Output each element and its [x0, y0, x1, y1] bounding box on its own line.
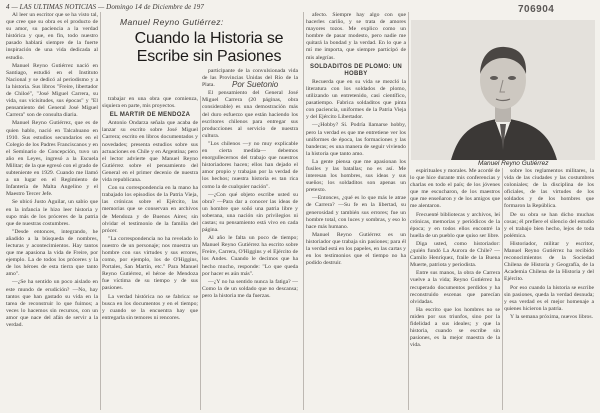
paragraph: Al año le falta un poco de tiempo; Manuel Reyno Gutiérrez ha escrito sobre Freire, Carrera, O'Higgins y el Ejército de los Andes. Cuando le decimos que ha hecho mucho, responde: "Lo que queda por hacer es aún más".	[202, 235, 298, 277]
paragraph: Y la semana próxima, nuevos libros.	[510, 313, 594, 320]
portrait-illustration	[411, 20, 595, 160]
paragraph: Se ubicó Justo Aguilar, un sabio que en la infancia le hizo leer historia y supo más de los próceres de la patria que de nuestras costumbres.	[6, 199, 98, 227]
photo-caption: Manuel Reyno Gutiérrez	[478, 160, 549, 167]
paragraph: —¿Con qué objeto escribe usted su obra? —Para dar a conocer las ideas de un hombre que soñó una patria libre y soberana, una nación sin privilegios ni castas; su pensamiento está vivo en cada página.	[202, 191, 298, 234]
paragraph: Por eso cuando la historia se escribe sin pasiones, queda la verdad desnuda; y esa verdad es el mejor homenaje a quienes hicieron la patria.	[504, 284, 594, 312]
paragraph: Manuel Reyno Gutiérrez, que es de quien hablo, nació en Talcahuano en 1910. Sus estudios secundarios en el Colegio de los Padres Franciscanos y en el Seminario de Concepción, tuvo un año en Leyes, ingresó a la Escuela Militar; de la que egresó con el grado de subteniente en 1929. Cuando me llamó a un lugar en el Regimiento de Infantería de Malta Angelino y el Maestro Tercer Jefe.	[6, 120, 98, 198]
section-subhead: SOLDADITOS DE PLOMO: UN HOBBY	[309, 63, 403, 77]
article-column-4	[306, 12, 406, 410]
article-title: Cuando la Historia se Escribe sin Pasiones	[134, 30, 284, 65]
author-portrait-photo	[411, 20, 595, 160]
article-column-6	[504, 168, 594, 410]
column-divider	[303, 12, 304, 410]
paragraph: "La correspondencia no ha revelado lo nuestro de un personaje; nos muestra un hombre con sus virtudes y sus errores, como, por ejemplo, los de O'Higgins, Portales, San Martín, etc." Para Manuel Reyno Gutiérrez, el héroe de Mendoza fue víctima de su tiempo y de sus pasiones.	[102, 235, 198, 292]
article-kicker: Manuel Reyno Gutiérrez:	[120, 17, 224, 27]
paragraph: Manuel Reyno Gutiérrez es un historiador que trabaja sin pasiones; para él la verdad está en los papeles, en las cartas y en los testimonios que el tiempo no ha podido destruir.	[306, 231, 406, 267]
article-byline: Por Suetonio	[232, 80, 279, 89]
article-column-2	[102, 96, 198, 410]
paragraph: "Los chilenos —y no muy explicable en cierta medida— debemos enorgullecernos del trabajo que nuestros historiadores hacen; ellos han dejado el amor propio y trabajan por la verdad de los hechos; nuestra historia es tan rica como la de cualquier nación".	[202, 140, 298, 190]
paragraph: Ha escrito que los hombres no se miden por sus triunfos, sino por la fidelidad a sus ideales; y que la historia, cuando se escribe sin pasiones, es la mejor maestra de la vida.	[410, 306, 500, 349]
article-column-1	[6, 12, 98, 410]
paragraph: —¿Y no ha sentido nunca la fatiga? —Como la de un soldado que no descansa; pero la historia me da fuerzas.	[202, 278, 298, 299]
paragraph: Al leer un escritor que se ha visto tal, que cree que su obra es el producto de su amor, su paciencia a la verdad histórica y que, en fin, todo nuestro pasado hablará siempre de la fuerte inspiración de una vida dedicada al estudio.	[6, 12, 98, 61]
paragraph: "Desde entonces, integrando, he añadido a la búsqueda de nombres, lecturas y acontecimientos. Hay tantos que me apasiona la vida de Freire, por ejemplo. La de todos los próceres y la de los héroes de esta tierra que tanto amo".	[6, 228, 98, 278]
paragraph: Entre sus manos, la obra de Carrera vuelve a la vida; Reyno Gutiérrez ha recuperado documentos perdidos y ha reconstruido escenas que parecían olvidadas.	[410, 270, 500, 305]
paragraph: Frecuenté bibliotecas y archivos, leí crónicas, memorias y periódicos de la época; y en todos ellos encontré la huella de un pueblo que quiso ser libre.	[410, 211, 500, 239]
paragraph: sobre los reglamentos militares, la vida de las ciudades y las costumbres coloniales; de la disciplina de los oficiales, de las virtudes de los soldados y de los hombres que formaron la República.	[504, 168, 594, 210]
paragraph: Manuel Reyno Gutiérrez nació en Santiago, estudió en el Instituto Nacional y se dedicó al periodismo y a la historia. Sus libros "Freire, libertador de Chiloé", "José Miguel Carrera, su vida, sus vicisitudes, sus épocas" y "El pensamiento del General José Miguel Carrera" son de consulta diaria.	[6, 62, 98, 119]
section-subhead: EL MARTIR DE MENDOZA	[109, 112, 191, 119]
article-column-3	[202, 68, 298, 410]
paragraph: espirituales y morales. Me acordé de lo que hice durante mis conferencias y charlas en todo el país; de los jóvenes que me escucharon, de los maestros que me enseñaron y de los amigos que me alentaron.	[410, 168, 500, 210]
paragraph: trabajar en una obra que comienza, siquiera en parte, mis proyectos.	[102, 96, 198, 110]
paragraph: Diga usted, como historiador: ¿quién fundó La Aurora de Chile? —Camilo Henríquez, fraile de la Buena Muerte, patriota y periodista.	[410, 240, 500, 269]
paragraph: afecto. Siempre hay algo con que hacerles cariño, y se trata de amores mayores tozos. Me explico como un hombre de pasar modesto, pero nadie me quitará la bondad y la verdad. En lo que a mí me importa, que siempre participó de mis alegrías.	[306, 12, 406, 61]
archive-stamp: 706904	[518, 4, 555, 15]
paragraph: —¿Se ha sentido un poco aislado en este mundo de erudición? —No, hay tantos que han gastado su vida en la tarea de reconstruir lo que fuimos; a veces lo hacemos sin recursos, con un amor que nace del afán de servir a la verdad.	[6, 279, 98, 329]
paragraph: El pensamiento del General José Miguel Carrera (20 páginas, obra considerable) es una demostración más del duro esfuerzo que están haciendo los escritores chilenos para entregar sus producciones al servicio de nuestra cultura.	[202, 90, 298, 139]
paragraph: Con su correspondencia en la mano ha trabajado los episodios de la Patria Vieja, las crónicas sobre el Ejército, las memorias que se conservan en archivos de Mendoza y de Buenos Aires; sin olvidar el testimonio de la familia del prócer.	[102, 185, 198, 234]
paragraph: Historiador, militar y escritor, Manuel Reyno Gutiérrez ha recibido reconocimientos de la Sociedad Chilena de Historia y Geografía, de la Academia Chilena de la Historia y del Ejército.	[504, 240, 594, 283]
paragraph: —Entonces, ¿qué es lo que más le atrae de Carrera? —Su fe en la libertad, su generosidad y también sus errores; fue un hombre total, con luces y sombras, y eso lo hace más humano.	[306, 195, 406, 230]
paragraph: —¿Hobby? Sí. Podría llamarse hobby, pero la verdad es que me entretiene ver los uniformes de época, las formaciones y las banderas; es una manera de seguir viviendo la historia que tanto amo.	[306, 122, 406, 157]
column-divider	[408, 12, 409, 410]
paragraph: La gente piensa que me apasionan los fusiles y las batallas; no es así. Me interesan los hombres, sus ideas y sus sueños; los soldaditos son apenas un pretexto.	[306, 158, 406, 194]
paragraph: La verdad histórica no se fabrica: se busca en los documentos y en el tiempo; y cuando se la encuentra hay que entregarla sin temores ni rencores.	[102, 293, 198, 321]
column-divider	[200, 96, 201, 410]
paragraph: participante de la convulsionada vida de las Provincias Unidas del Río de la Plata.	[202, 68, 298, 89]
paragraph: Antonio Ondarza señala que acaba de lanzar su escrito sobre José Miguel Carrera; escrito en libros documentados y novedades; presenta estudios sobre sus actuaciones en Chile y en Argentina; pero el lector advierte que Manuel Reyno Gutiérrez sobre el pensamiento del General en el primer decenio de nuestra vida republicana.	[102, 120, 198, 184]
column-divider	[100, 12, 101, 410]
paragraph: Recuerda que en su vida se mezcló la literatura con los soldados de plomo, utilizando un entretenido, casi científico, pasatiempo. Fabrica soldaditos que pinta con paciencia, uniformes de la Patria Vieja y del Ejército Libertador.	[306, 78, 406, 121]
paragraph: De su obra se han dicho muchas cosas; él prefiere el silencio del estudio y el trabajo bien hecho, lejos de toda polémica.	[504, 211, 594, 239]
column-divider	[502, 168, 503, 410]
running-head: 4 — LAS ULTIMAS NOTICIAS — Domingo 14 de Diciembre de 197	[6, 3, 204, 11]
article-column-5	[410, 168, 500, 410]
